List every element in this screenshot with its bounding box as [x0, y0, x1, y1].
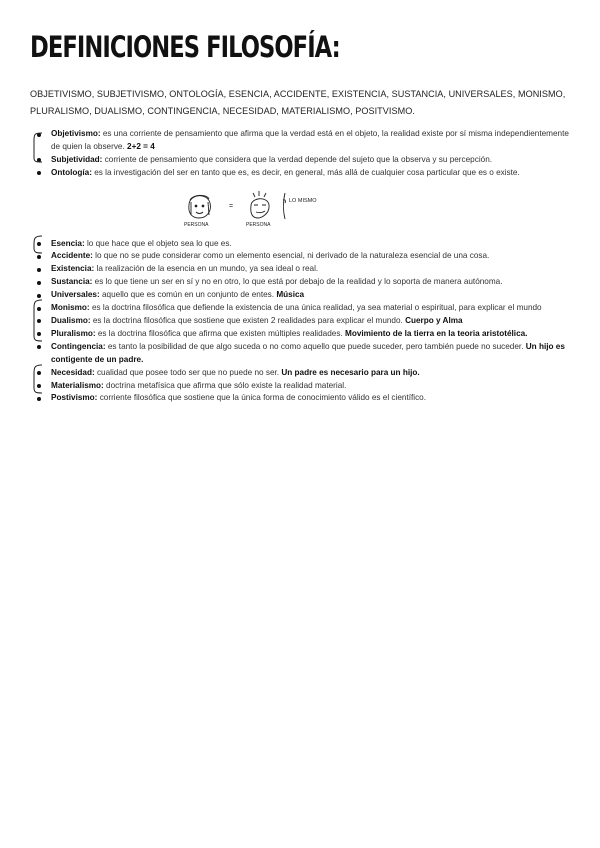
hand-drawn-sketch — [179, 185, 573, 232]
sketch-label-left: PERSONA — [184, 221, 209, 227]
definition-contingencia: Contingencia: es tanto la posibilidad de que algo suceda o no como aquello que puede suceder, pero también puede no suceder. Un hijo es contigente de un padre. — [28, 341, 573, 367]
definition-esencia: Esencia: lo que hace que el objeto sea lo que es. — [28, 238, 573, 251]
bracket-connectors — [28, 128, 44, 438]
definition-existencia: Existencia: la realización de la esencia en un mundo, ya sea ideal o real. — [28, 263, 573, 276]
definition-objetivismo: Objetivismo: es una corriente de pensamiento que afirma que la verdad está en el objeto, la realidad existe por sí misma independientemente de quien la observe. 2+2 = 4 — [28, 128, 573, 154]
bracket-contingencia-necesidad — [34, 365, 42, 393]
definition-necesidad: Necesidad: cualidad que posee todo ser que no puede no ser. Un padre es necesario para un hijo. — [28, 367, 573, 380]
definition-ontologia: Ontología: es la investigación del ser en tanto que es, es decir, en general, más allá de cualquier cosa particular que es o existe. PERSONA = PERSONA LO MISMO — [28, 167, 573, 232]
definition-sustancia: Sustancia: es lo que tiene un ser en sí y no en otro, lo que está por debajo de la realidad y lo soporta de manera autónoma. — [28, 276, 573, 289]
page-title: DEFINICIONES FILOSOFÍA: — [30, 30, 340, 64]
definition-materialismo: Materialismo: doctrina metafísica que afirma que sólo existe la realidad material. — [28, 380, 573, 393]
bracket-esencia-accidente — [34, 236, 42, 253]
concept-list-intro: OBJETIVISMO, SUBJETIVISMO, ONTOLOGÍA, ESENCIA, ACCIDENTE, EXISTENCIA, SUSTANCIA, UNIVERSALES, MONISMO, PLURALISMO, DUALISMO, CONTINGENCIA, NECESIDAD, MATERIALISMO, POSITVISMO. — [30, 89, 566, 116]
sketch-equals: = — [229, 202, 234, 210]
definitions-list — [28, 128, 573, 405]
sketch-note: LO MISMO — [289, 197, 317, 204]
sketch-label-right: PERSONA — [246, 221, 271, 227]
bracket-monismo-pluralismo — [34, 300, 42, 341]
definition-pluralismo: Pluralismo: es la doctrina filosófica que afirma que existen múltiples realidades. Movimiento de la tierra en la teoria aristotélica. — [28, 328, 573, 341]
definition-universales: Universales: aquello que es común en un conjunto de entes. Música — [28, 289, 573, 302]
definition-dualismo: Dualismo: es la doctrina filosófica que sostiene que existen 2 realidades para explicar el mundo. Cuerpo y Alma — [28, 315, 573, 328]
definition-monismo: Monismo: es la doctrina filosófica que defiende la existencia de una única realidad, ya sea material o espiritual, para explicar el mundo — [28, 302, 573, 315]
definition-accidente: Accidente: lo que no se pude considerar como un elemento esencial, ni derivado de la naturaleza esencial de una cosa. — [28, 250, 573, 263]
bracket-objetivismo-subjetividad — [34, 133, 42, 162]
persona-sketch-icon — [179, 185, 399, 227]
definition-subjetividad: Subjetividad: corriente de pensamiento que considera que la verdad depende del sujeto que la observa y su percepción. — [28, 154, 573, 167]
definition-postivismo: Postivismo: corriente filosófica que sostiene que la única forma de conocimiento válido es el científico. — [28, 392, 573, 405]
